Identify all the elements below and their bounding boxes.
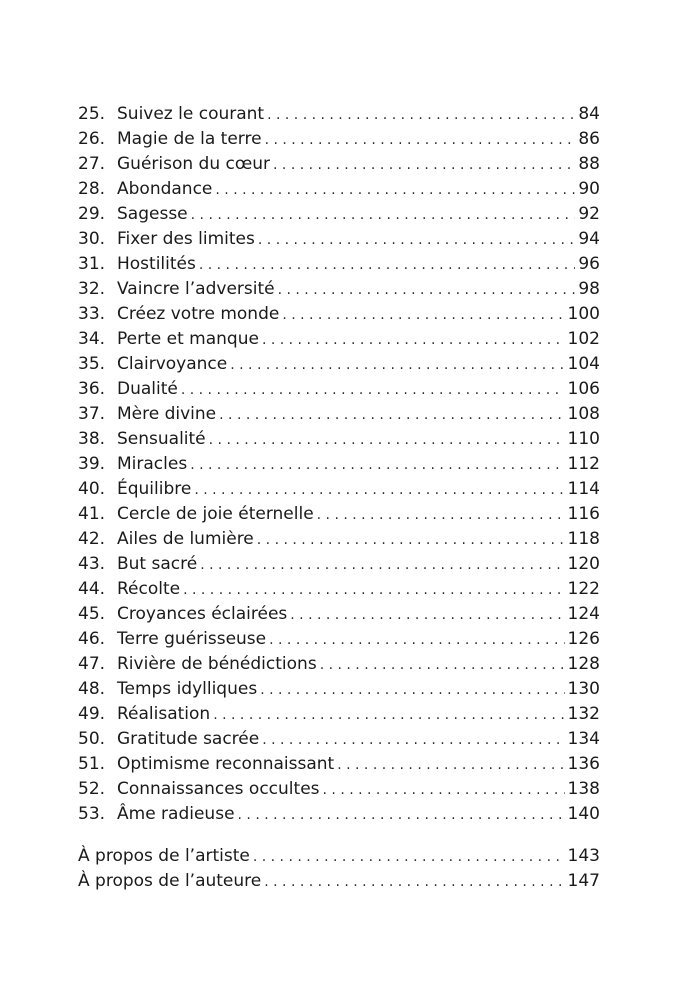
toc-entry (78, 777, 600, 802)
entry-page: 102 (567, 329, 600, 349)
dot-leader (190, 453, 564, 478)
dot-leader (191, 203, 576, 228)
toc-back-matter (78, 844, 600, 894)
entry-page: 130 (567, 679, 600, 699)
dot-leader (262, 328, 565, 353)
entry-page: 110 (567, 429, 600, 449)
toc-entry (78, 727, 600, 752)
entry-number: 42. (78, 529, 106, 549)
toc-entry (78, 652, 600, 677)
entry-number: 30. (78, 229, 106, 249)
entry-title: Guérison du cœur (117, 154, 271, 174)
dot-leader (199, 253, 576, 278)
dot-leader (194, 478, 564, 503)
dot-leader (269, 628, 564, 653)
entry-number: 38. (78, 429, 106, 449)
dot-leader (257, 528, 565, 553)
entry-title: Terre guérisseuse (117, 629, 267, 649)
entry-title: Réalisation (117, 704, 211, 724)
toc-entry (78, 677, 600, 702)
entry-page: 106 (567, 379, 600, 399)
entry-number: 28. (78, 179, 106, 199)
dot-leader (278, 278, 576, 303)
entry-title: Créez votre monde (117, 304, 280, 324)
entry-number: 31. (78, 254, 106, 274)
dot-leader (209, 428, 565, 453)
toc-entry (78, 552, 600, 577)
entry-number: 44. (78, 579, 106, 599)
dot-leader (260, 678, 564, 703)
entry-page: 118 (567, 529, 600, 549)
entry-title: But sacré (117, 554, 198, 574)
toc-entry (78, 252, 600, 277)
toc-entry (78, 127, 600, 152)
toc-entry (78, 752, 600, 777)
entry-number: 35. (78, 354, 106, 374)
entry-page: 94 (578, 229, 600, 249)
dot-leader (290, 603, 564, 628)
entry-page: 114 (567, 479, 600, 499)
entry-page: 112 (567, 454, 600, 474)
entry-title: Rivière de bénédictions (117, 654, 317, 674)
toc-entry (78, 602, 600, 627)
dot-leader (267, 103, 575, 128)
entry-number: 52. (78, 779, 106, 799)
toc-entry (78, 527, 600, 552)
toc-entry (78, 177, 600, 202)
toc-entry (78, 377, 600, 402)
entry-page: 88 (578, 154, 600, 174)
toc-entry-about-author (78, 869, 600, 894)
entry-number: 50. (78, 729, 106, 749)
entry-page: 122 (567, 579, 600, 599)
entry-title: À propos de l’auteure (78, 871, 262, 891)
entry-number: 32. (78, 279, 106, 299)
toc-entry (78, 427, 600, 452)
entry-title: Fixer des limites (117, 229, 255, 249)
dot-leader (337, 753, 564, 778)
dot-leader (181, 378, 565, 403)
entry-page: 136 (567, 754, 600, 774)
entry-page: 120 (567, 554, 600, 574)
toc-entry (78, 152, 600, 177)
toc-entry (78, 702, 600, 727)
toc-entry (78, 802, 600, 827)
entry-number: 25. (78, 104, 106, 124)
entry-page: 86 (578, 129, 600, 149)
entry-number: 51. (78, 754, 106, 774)
entry-title: Croyances éclairées (117, 604, 288, 624)
toc-entry (78, 102, 600, 127)
entry-title: Ailes de lumière (117, 529, 254, 549)
entry-title: Récolte (117, 579, 181, 599)
entry-title: À propos de l’artiste (78, 846, 250, 866)
entry-page: 147 (567, 871, 600, 891)
toc-entry (78, 277, 600, 302)
entry-number: 53. (78, 804, 106, 824)
entry-title: Suivez le courant (117, 104, 265, 124)
entry-page: 124 (567, 604, 600, 624)
entry-page: 96 (578, 254, 600, 274)
dot-leader (273, 153, 575, 178)
toc-entry (78, 627, 600, 652)
entry-title: Sensualité (117, 429, 206, 449)
entry-title: Optimisme reconnaissant (117, 754, 335, 774)
entry-page: 134 (567, 729, 600, 749)
entry-title: Clairvoyance (117, 354, 228, 374)
dot-leader (213, 703, 564, 728)
section-spacer (78, 827, 600, 844)
entry-title: Hostilités (117, 254, 196, 274)
entry-title: Perte et manque (117, 329, 259, 349)
entry-number: 39. (78, 454, 106, 474)
entry-number: 27. (78, 154, 106, 174)
toc-entry (78, 477, 600, 502)
entry-title: Sagesse (117, 204, 188, 224)
entry-number: 37. (78, 404, 106, 424)
toc-entry (78, 327, 600, 352)
entry-number: 34. (78, 329, 106, 349)
entry-page: 126 (567, 629, 600, 649)
entry-number: 46. (78, 629, 106, 649)
entry-title: Dualité (117, 379, 178, 399)
entry-page: 98 (578, 279, 600, 299)
toc-entry (78, 502, 600, 527)
toc-numbered-list (78, 102, 600, 827)
entry-page: 138 (567, 779, 600, 799)
entry-number: 29. (78, 204, 106, 224)
entry-title: Vaincre l’adversité (117, 279, 275, 299)
entry-page: 132 (567, 704, 600, 724)
entry-page: 84 (578, 104, 600, 124)
entry-page: 90 (578, 179, 600, 199)
entry-title: Cercle de joie éternelle (117, 504, 314, 524)
entry-title: Magie de la terre (117, 129, 262, 149)
entry-number: 33. (78, 304, 106, 324)
dot-leader (282, 303, 564, 328)
toc-entry (78, 577, 600, 602)
entry-title: Équilibre (117, 479, 192, 499)
dot-leader (320, 653, 565, 678)
dot-leader (238, 803, 565, 828)
entry-title: Temps idylliques (117, 679, 258, 699)
dot-leader (258, 228, 575, 253)
entry-number: 41. (78, 504, 106, 524)
toc-entry (78, 202, 600, 227)
entry-page: 143 (567, 846, 600, 866)
toc-entry (78, 227, 600, 252)
dot-leader (253, 845, 565, 870)
entry-title: Abondance (117, 179, 213, 199)
dot-leader (230, 353, 564, 378)
entry-page: 140 (567, 804, 600, 824)
entry-number: 45. (78, 604, 106, 624)
entry-page: 128 (567, 654, 600, 674)
entry-title: Gratitude sacrée (117, 729, 260, 749)
dot-leader (265, 128, 576, 153)
dot-leader (219, 403, 564, 428)
dot-leader (264, 870, 564, 895)
toc-entry (78, 452, 600, 477)
entry-page: 92 (578, 204, 600, 224)
entry-title: Âme radieuse (117, 804, 235, 824)
entry-number: 36. (78, 379, 106, 399)
entry-number: 43. (78, 554, 106, 574)
toc-entry-about-artist (78, 844, 600, 869)
dot-leader (323, 778, 565, 803)
toc-entry (78, 302, 600, 327)
dot-leader (215, 178, 575, 203)
entry-number: 49. (78, 704, 106, 724)
dot-leader (317, 503, 565, 528)
entry-title: Mère divine (117, 404, 217, 424)
dot-leader (262, 728, 564, 753)
dot-leader (183, 578, 564, 603)
dot-leader (200, 553, 564, 578)
entry-number: 47. (78, 654, 106, 674)
entry-number: 26. (78, 129, 106, 149)
toc-entry (78, 402, 600, 427)
entry-title: Miracles (117, 454, 188, 474)
entry-page: 104 (567, 354, 600, 374)
entry-page: 100 (567, 304, 600, 324)
toc-entry (78, 352, 600, 377)
entry-title: Connaissances occultes (117, 779, 320, 799)
entry-number: 40. (78, 479, 106, 499)
entry-page: 116 (567, 504, 600, 524)
entry-number: 48. (78, 679, 106, 699)
table-of-contents (78, 102, 600, 894)
entry-page: 108 (567, 404, 600, 424)
